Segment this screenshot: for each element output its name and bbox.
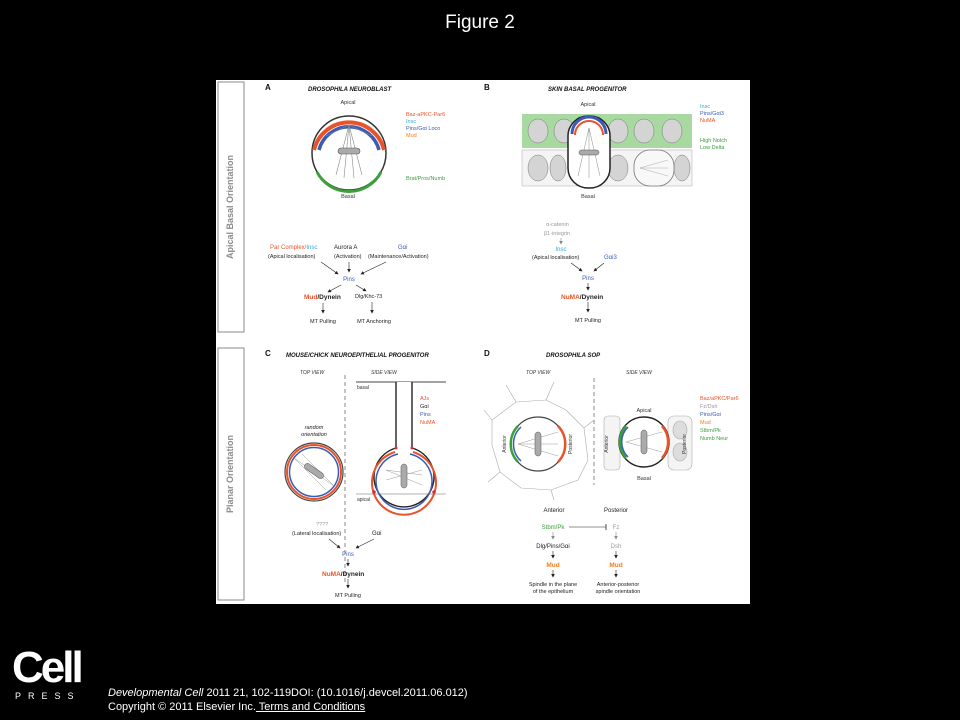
panel-a-maintenance: (Maintenance/Activation) <box>368 254 429 260</box>
panel-d-letter: D <box>484 349 490 358</box>
panel-d-top-view: TOP VIEW <box>526 370 551 376</box>
terms-link[interactable]: Terms and Conditions <box>255 701 366 713</box>
panel-b-apical: Apical <box>580 102 596 108</box>
panel-a-pins: Pins <box>343 277 355 283</box>
panel-c-title: MOUSE/CHICK NEUROEPITHELIAL PROGENITOR <box>286 353 429 359</box>
panel-b-pins: Pins <box>582 276 594 282</box>
panel-b-insc: Insc <box>555 247 567 253</box>
arrow-gai3-pins <box>594 263 604 271</box>
panel-b-numa-dynein: NuMA/Dynein <box>561 294 604 301</box>
panel-c-pins: Pins <box>342 552 354 558</box>
panel-a-letter: A <box>265 83 271 92</box>
panel-a-legend-mud: Mud <box>406 133 417 139</box>
panel-b-legend-notch: High Notch <box>700 138 728 144</box>
panel-c-unknown: ???? <box>316 522 329 528</box>
panel-a-mt-anchoring: MT Anchoring <box>357 319 391 325</box>
panel-d-dsh: Dsh <box>610 544 622 550</box>
panel-a-apical-loc: (Apical localisation) <box>268 254 316 260</box>
panel-a-legend-insc: Insc <box>406 119 417 125</box>
panel-b-basal: Basal <box>581 194 595 200</box>
aj-dot-neck-left <box>395 447 398 450</box>
neuroblast-chromosomes <box>338 148 360 154</box>
panel-d-outcome1-l2: of the epithelium <box>532 589 574 595</box>
panel-c-numa-dynein: NuMA/Dynein <box>322 571 365 578</box>
planar-label: Planar Orientation <box>225 434 235 514</box>
citation <box>108 686 468 714</box>
aj-dot-right <box>432 490 436 494</box>
panel-d-side-view: SIDE VIEW <box>626 370 652 376</box>
panel-a <box>265 83 445 325</box>
panel-d-mud-left: Mud <box>546 562 560 569</box>
panel-d-legend-numb: Numb Neur <box>700 436 729 442</box>
panel-d-fz: Fz <box>612 525 620 531</box>
panel-d-legend-pins: Pins/Gαi <box>700 412 721 418</box>
panel-d-side-posterior: Posterior <box>682 433 688 455</box>
arrow-gai-pins <box>361 262 386 274</box>
panel-b-legend-delta: Low Delta <box>700 145 725 151</box>
panel-b-alpha-catenin: α-catenin <box>546 222 569 228</box>
panel-a-title: DROSOPHILA NEUROBLAST <box>308 87 392 93</box>
logo-press: PRESS <box>15 691 81 701</box>
arrow-gai-pins-c <box>356 539 374 548</box>
copyright-text: Copyright © 2011 Elsevier Inc. <box>108 701 256 713</box>
citation-line-2 <box>108 700 468 714</box>
panel-a-legend-baz: Baz-aPKC-Par6 <box>406 112 446 118</box>
panel-c-basal: basal <box>357 385 369 391</box>
panel-d-outcome2-l2: spindle orientation <box>595 589 641 595</box>
panel-c-legend-ajs: AJs <box>420 396 430 402</box>
apical-basal-label: Apical Basal Orientation <box>225 154 235 260</box>
panel-d-apical: Apical <box>636 408 652 414</box>
panel-b-legend-insc: Insc <box>700 104 711 110</box>
arrow-insc-pins <box>571 263 582 271</box>
panel-d-top-posterior: Posterior <box>568 433 574 455</box>
panel-d-side-anterior: Anterior <box>604 435 610 453</box>
logo-wordmark: Cell <box>12 643 81 692</box>
arrow-par-pins <box>321 262 338 274</box>
panel-c-legend-gai: Gαi <box>420 404 429 410</box>
panel-a-legend-pins: Pins/Gαi Loco <box>406 126 441 132</box>
panel-d-mud-right: Mud <box>609 562 623 569</box>
panel-b-letter: B <box>484 83 490 92</box>
figure-panel <box>216 80 750 604</box>
panel-d-legend-baz: Baz/aPKC/Par6 <box>700 396 739 402</box>
citation-line-1 <box>108 686 468 700</box>
panel-d-outcome2-l1: Anterior-posterior <box>596 582 640 588</box>
slide-title: Figure 2 <box>445 12 515 33</box>
panel-a-basal: Basal <box>341 194 355 200</box>
panel-d-legend-mud: Mud <box>700 420 711 426</box>
panel-d <box>484 349 739 595</box>
panel-b <box>484 83 727 324</box>
panel-c-mt-pulling: MT Pulling <box>335 593 361 599</box>
panel-b-gai3: Gαi3 <box>604 255 617 261</box>
panel-a-gai: Gαi <box>398 245 408 251</box>
panel-c <box>265 349 446 599</box>
panel-d-legend-fz: Fz/Dsh <box>700 404 718 410</box>
panel-c-side-view: SIDE VIEW <box>371 370 397 376</box>
panel-a-activation: (Activation) <box>334 254 362 260</box>
panel-d-top-anterior: Anterior <box>502 435 508 453</box>
panel-c-letter: C <box>265 349 271 358</box>
arrow-pins-mud <box>328 285 341 292</box>
citation-details: 2011 21, 102-119DOI: (10.1016/j.devcel.2011.06.012) <box>203 687 468 699</box>
panel-b-apical-loc: (Apical localisation) <box>532 255 580 261</box>
panel-d-dlg-pins: Dlg/Pins/Gαi <box>536 544 570 550</box>
skin-chromosomes <box>579 150 599 155</box>
panel-c-top-view: TOP VIEW <box>300 370 325 376</box>
panel-d-title: DROSOPHILA SOP <box>546 353 601 359</box>
panel-c-legend-numa: NuMA <box>420 420 436 426</box>
arrow-lateral-pins <box>329 539 340 548</box>
panel-b-legend-numa: NuMA <box>700 118 716 124</box>
panel-a-apical: Apical <box>340 100 356 106</box>
aj-dot-left <box>372 490 376 494</box>
arrow-pins-dlg <box>356 285 366 291</box>
sop-side-chromosomes <box>641 430 647 454</box>
panel-c-legend-pins: Pins <box>420 412 431 418</box>
panel-a-aurora: Aurora A <box>334 245 358 251</box>
panel-b-legend-pins: Pins/Gαi3 <box>700 111 724 117</box>
panel-b-title: SKIN BASAL PROGENITOR <box>548 87 627 93</box>
aj-dot-neck-right <box>411 447 414 450</box>
panel-b-mt-pulling: MT Pulling <box>575 318 601 324</box>
panel-c-random: random <box>304 425 324 431</box>
panel-d-outcome1-l1: Spindle in the plane <box>528 582 578 588</box>
panel-c-orientation: orientation <box>301 432 327 438</box>
panel-c-lateral-loc: (Lateral localisation) <box>292 531 342 537</box>
panel-c-gai: Gαi <box>372 531 382 537</box>
panel-d-stbm: Stbm/Pk <box>541 525 565 531</box>
panel-d-posterior: Posterior <box>603 508 629 514</box>
panel-d-anterior: Anterior <box>543 508 565 514</box>
sop-top-chromosomes <box>535 432 541 456</box>
panel-a-legend-brat: Brat/Pros/Numb <box>406 176 446 182</box>
panel-a-mt-pulling: MT Pulling <box>310 319 336 325</box>
neuroepithelial-side-chromosomes <box>401 464 407 488</box>
panel-d-legend-stbm: Stbm/Pk <box>700 428 721 434</box>
panel-a-par-complex: Par Complex/Insc <box>270 245 318 251</box>
panel-a-dlg: Dlg/Khc-73 <box>355 294 383 300</box>
panel-a-mud-dynein: Mud/Dynein <box>304 294 341 301</box>
panel-b-beta-integrin: β1-integrin <box>544 231 571 237</box>
cell-press-logo <box>12 643 82 706</box>
journal-name: Developmental Cell <box>108 687 204 699</box>
panel-c-apical: apical <box>357 497 371 503</box>
panel-d-basal: Basal <box>637 476 651 482</box>
